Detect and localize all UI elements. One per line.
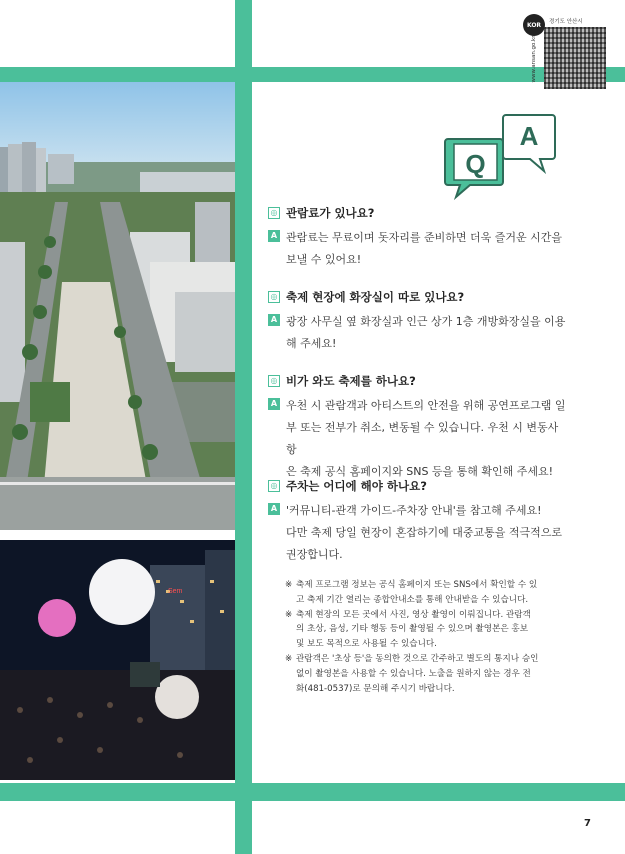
note-line: 의 초상, 음성, 기타 행동 등이 촬영될 수 있으며 촬영본은 홍보 — [296, 624, 529, 635]
faq-answer-line: 보낼 수 있어요! — [286, 253, 362, 266]
bottom-green-band — [0, 783, 625, 801]
note-line: 없이 촬영본을 사용할 수 있습니다. 노출을 원하지 않는 경우 전 — [296, 668, 531, 679]
faq-answer-line: 다만 축제 당일 현장이 혼잡하기에 대중교통을 적극적으로 — [286, 526, 563, 539]
note-line: 축제 프로그램 정보는 공식 홈페이지 또는 SNS에서 확인할 수 있 — [296, 580, 538, 590]
faq-answer-line: 관람료는 무료이며 돗자리를 준비하면 더욱 즐거운 시간을 — [286, 231, 563, 244]
faq-answer-line: 우천 시 관람객과 아티스트의 안전을 위해 공연프로그램 일 — [286, 399, 566, 412]
qr-org-label: 경기도 안산시 — [549, 19, 583, 25]
notes-section — [285, 578, 560, 696]
qa-icon-q: Q — [465, 149, 486, 179]
night-festival-photo — [0, 540, 235, 780]
faq-item-3 — [268, 372, 568, 483]
qr-logo-text: KOR — [526, 21, 542, 29]
note-item — [285, 578, 560, 608]
answer-icon: A — [268, 230, 280, 242]
faq-question: 주차는 어디에 해야 하나요? — [286, 479, 427, 493]
faq-question: 비가 와도 축제를 하나요? — [286, 374, 416, 388]
faq-answer-line: '커뮤니티-관객 가이드-주차장 안내'를 참고해 주세요! — [286, 504, 542, 517]
page-number: 7 — [584, 818, 591, 829]
answer-icon: A — [268, 314, 280, 326]
note-item — [285, 608, 560, 652]
left-green-column — [235, 0, 252, 854]
aerial-city-photo — [0, 82, 235, 530]
note-line: 및 보도 목적으로 사용될 수 있습니다. — [296, 639, 437, 650]
qr-url: www.ansan.go.kr — [531, 35, 537, 83]
night-festival-illustration — [0, 540, 235, 780]
qr-code[interactable] — [544, 27, 606, 89]
answer-icon: A — [268, 503, 280, 515]
note-mark: ※ — [285, 653, 293, 664]
faq-answer-line: 권장합니다. — [286, 548, 343, 561]
faq-question: 축제 현장에 화장실이 따로 있나요? — [286, 290, 465, 304]
question-icon: ◎ — [268, 480, 280, 492]
answer-icon: A — [268, 398, 280, 410]
faq-item-2 — [268, 288, 568, 355]
faq-item-4 — [268, 477, 568, 566]
faq-answer-line: 광장 사무실 옆 화장실과 인근 상가 1층 개방화장실을 이용 — [286, 315, 566, 328]
note-line: 고 축제 기간 열리는 종합안내소를 통해 안내받을 수 있습니다. — [296, 594, 529, 605]
note-mark: ※ — [285, 580, 293, 590]
faq-answer-line: 은 축제 공식 홈페이지와 SNS 등을 통해 확인해 주세요! — [286, 465, 554, 478]
qa-icon-a: A — [519, 121, 539, 151]
faq-question: 관람료가 있나요? — [286, 206, 375, 220]
note-item — [285, 652, 560, 696]
note-mark: ※ — [285, 609, 293, 620]
question-icon: ◎ — [268, 375, 280, 387]
faq-item-1 — [268, 204, 568, 271]
faq-answer-line: 부 또는 전부가 취소, 변동될 수 있습니다. 우천 시 변동사항 — [286, 421, 559, 456]
note-line: 축제 현장의 모든 곳에서 사진, 영상 촬영이 이뤄집니다. 관람객 — [296, 609, 531, 620]
faq-answer-line: 해 주세요! — [286, 337, 337, 350]
question-icon: ◎ — [268, 291, 280, 303]
aerial-city-illustration — [0, 82, 235, 530]
note-line: 화(481-0537)로 문의해 주시기 바랍니다. — [296, 683, 455, 694]
question-icon: ◎ — [268, 207, 280, 219]
qa-bubble-icon — [442, 112, 558, 202]
note-line: 관람객은 '초상 등'을 동의한 것으로 간주하고 별도의 통지나 승인 — [296, 653, 539, 664]
building-sign: Sem — [168, 588, 183, 595]
